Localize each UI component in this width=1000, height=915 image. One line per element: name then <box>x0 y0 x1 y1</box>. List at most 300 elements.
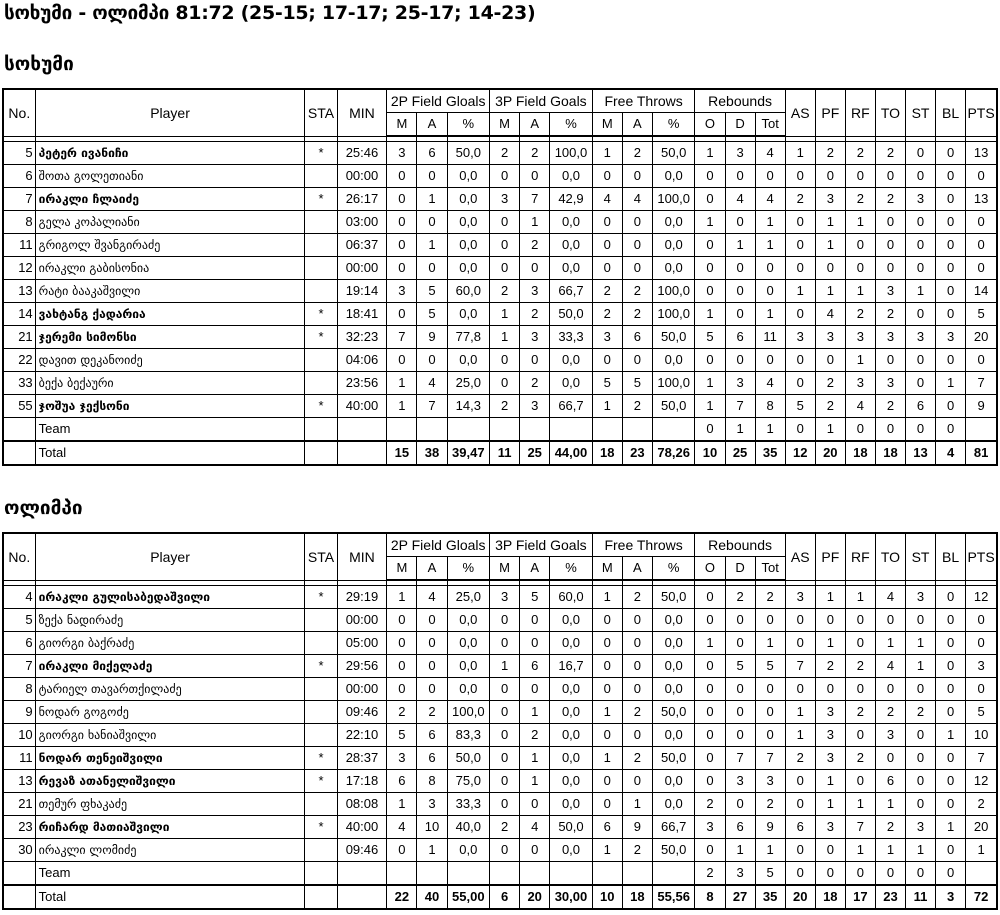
cell-assists: 2 <box>785 188 815 211</box>
cell-fouls: 4 <box>815 303 845 326</box>
cell-fouls-received: 1 <box>845 349 875 372</box>
cell-p2-att: 1 <box>417 234 447 257</box>
cell-reb-def: 27 <box>725 885 755 909</box>
cell-fouls-received: 3 <box>845 372 875 395</box>
cell-sta <box>305 257 337 280</box>
cell-p2-att: 6 <box>417 724 447 747</box>
cell-min: 00:00 <box>337 609 387 632</box>
cell-points: 1 <box>966 839 997 862</box>
cell-steals: 1 <box>906 632 936 655</box>
cell-points: 14 <box>966 280 997 303</box>
cell-p2-att: 5 <box>417 280 447 303</box>
cell-p3-pct: 50,0 <box>550 816 593 839</box>
cell-ft-att: 2 <box>622 395 652 418</box>
cell-reb-off: 1 <box>695 211 725 234</box>
cell-p3-pct: 100,0 <box>550 142 593 165</box>
cell-reb-tot: 3 <box>755 770 785 793</box>
total-row <box>3 441 997 465</box>
cell-p2-pct: 40,0 <box>447 816 490 839</box>
cell-p3-pct: 42,9 <box>550 188 593 211</box>
cell-ft-made: 1 <box>592 701 622 724</box>
cell-points: 5 <box>966 303 997 326</box>
cell-turnovers: 0 <box>875 234 905 257</box>
cell-reb-def: 2 <box>725 586 755 609</box>
cell-p3-att: 7 <box>520 188 550 211</box>
cell-points: 13 <box>966 142 997 165</box>
cell-reb-tot: 0 <box>755 609 785 632</box>
player-row <box>3 609 997 632</box>
cell-p3-att: 3 <box>520 395 550 418</box>
cell-turnovers: 0 <box>875 609 905 632</box>
cell-no: 21 <box>3 793 35 816</box>
player-row <box>3 326 997 349</box>
cell-fouls: 2 <box>815 395 845 418</box>
cell-steals: 0 <box>906 349 936 372</box>
cell-p3-made: 0 <box>490 701 520 724</box>
cell-ft-att: 23 <box>622 441 652 465</box>
cell-ft-att: 0 <box>622 632 652 655</box>
cell-min: 08:08 <box>337 793 387 816</box>
cell-p3-made: 0 <box>490 257 520 280</box>
cell-reb-off: 2 <box>695 862 725 886</box>
cell-player: რიჩარდ მათიაშვილი <box>35 816 305 839</box>
cell-min: 00:00 <box>337 257 387 280</box>
cell-p3-pct: 33,3 <box>550 326 593 349</box>
cell-min: 04:06 <box>337 349 387 372</box>
cell-steals: 0 <box>906 678 936 701</box>
cell-assists: 0 <box>785 349 815 372</box>
cell-no <box>3 418 35 442</box>
cell-points: 7 <box>966 747 997 770</box>
cell-turnovers: 3 <box>875 326 905 349</box>
player-row <box>3 372 997 395</box>
cell-p3-pct: 0,0 <box>550 609 593 632</box>
cell-ft-made: 1 <box>592 395 622 418</box>
team-row <box>3 862 997 886</box>
cell-fouls-received: 0 <box>845 724 875 747</box>
cell-fouls: 0 <box>815 839 845 862</box>
header-no: No. <box>3 533 35 580</box>
cell-fouls-received: 2 <box>845 701 875 724</box>
cell-ft-made: 2 <box>592 303 622 326</box>
cell-min: 32:23 <box>337 326 387 349</box>
cell-p3-made <box>490 418 520 442</box>
cell-assists: 0 <box>785 165 815 188</box>
cell-p3-att: 1 <box>520 747 550 770</box>
cell-reb-def: 0 <box>725 303 755 326</box>
cell-player: ჯოშუა ჯექსონი <box>35 395 305 418</box>
subheader-a: A <box>622 113 652 137</box>
cell-fouls: 2 <box>815 655 845 678</box>
cell-p2-att: 4 <box>417 586 447 609</box>
header-ft: Free Throws <box>592 89 695 113</box>
cell-p2-made: 0 <box>387 211 417 234</box>
cell-reb-def: 3 <box>725 372 755 395</box>
cell-min <box>337 862 387 886</box>
cell-no: 23 <box>3 816 35 839</box>
subheader-m: M <box>387 113 417 137</box>
cell-p3-pct <box>550 862 593 886</box>
cell-sta: * <box>305 395 337 418</box>
cell-ft-made: 4 <box>592 188 622 211</box>
header-as: AS <box>785 533 815 580</box>
cell-points <box>966 862 997 886</box>
cell-turnovers: 2 <box>875 816 905 839</box>
cell-sta <box>305 418 337 442</box>
subheader-a: A <box>417 113 447 137</box>
cell-p2-pct: 0,0 <box>447 165 490 188</box>
cell-turnovers: 0 <box>875 211 905 234</box>
cell-fouls: 1 <box>815 793 845 816</box>
cell-steals: 6 <box>906 395 936 418</box>
cell-no: 55 <box>3 395 35 418</box>
cell-player: ირაკლი მიქელაძე <box>35 655 305 678</box>
cell-reb-off: 1 <box>695 303 725 326</box>
cell-ft-att: 0 <box>622 724 652 747</box>
cell-p3-att <box>520 418 550 442</box>
cell-steals: 11 <box>906 885 936 909</box>
cell-reb-tot: 35 <box>755 885 785 909</box>
cell-fouls: 1 <box>815 632 845 655</box>
cell-sta <box>305 793 337 816</box>
cell-ft-att: 0 <box>622 165 652 188</box>
cell-fouls: 0 <box>815 862 845 886</box>
cell-blocks: 0 <box>936 655 966 678</box>
cell-p2-pct: 50,0 <box>447 747 490 770</box>
cell-fouls: 0 <box>815 609 845 632</box>
cell-sta: * <box>305 655 337 678</box>
cell-blocks: 3 <box>936 885 966 909</box>
cell-assists: 1 <box>785 280 815 303</box>
cell-no: 12 <box>3 257 35 280</box>
cell-reb-tot: 0 <box>755 349 785 372</box>
cell-sta <box>305 632 337 655</box>
cell-p2-pct: 0,0 <box>447 678 490 701</box>
subheader-pct: % <box>652 557 695 581</box>
cell-blocks: 0 <box>936 211 966 234</box>
cell-points: 20 <box>966 816 997 839</box>
cell-p3-made: 0 <box>490 165 520 188</box>
subheader-d: D <box>725 113 755 137</box>
cell-ft-att: 0 <box>622 257 652 280</box>
cell-no <box>3 862 35 886</box>
cell-steals: 0 <box>906 418 936 442</box>
cell-p3-pct <box>550 418 593 442</box>
cell-reb-def: 1 <box>725 839 755 862</box>
cell-p2-pct: 0,0 <box>447 211 490 234</box>
cell-p2-att: 1 <box>417 188 447 211</box>
cell-player: ზექა ნადირაძე <box>35 609 305 632</box>
cell-points: 7 <box>966 372 997 395</box>
cell-reb-off: 0 <box>695 257 725 280</box>
cell-assists: 7 <box>785 655 815 678</box>
cell-points: 12 <box>966 586 997 609</box>
cell-p2-att: 4 <box>417 372 447 395</box>
cell-fouls-received: 0 <box>845 632 875 655</box>
cell-sta <box>305 885 337 909</box>
cell-steals: 0 <box>906 211 936 234</box>
cell-sta <box>305 678 337 701</box>
cell-p2-att: 3 <box>417 793 447 816</box>
cell-p2-att: 38 <box>417 441 447 465</box>
cell-p3-att: 0 <box>520 632 550 655</box>
cell-p3-pct: 16,7 <box>550 655 593 678</box>
cell-steals: 0 <box>906 165 936 188</box>
cell-reb-tot: 0 <box>755 678 785 701</box>
cell-player: ირაკლი ჩლაიძე <box>35 188 305 211</box>
cell-no: 8 <box>3 211 35 234</box>
cell-sta: * <box>305 326 337 349</box>
cell-assists: 0 <box>785 234 815 257</box>
cell-p3-made <box>490 862 520 886</box>
cell-steals: 0 <box>906 747 936 770</box>
cell-p2-made: 1 <box>387 586 417 609</box>
cell-assists: 1 <box>785 701 815 724</box>
cell-reb-def: 0 <box>725 632 755 655</box>
cell-reb-def: 3 <box>725 142 755 165</box>
cell-blocks: 0 <box>936 747 966 770</box>
cell-ft-made: 2 <box>592 280 622 303</box>
cell-p3-made: 0 <box>490 234 520 257</box>
cell-ft-att <box>622 418 652 442</box>
cell-p2-made <box>387 418 417 442</box>
cell-p3-att: 1 <box>520 701 550 724</box>
cell-ft-att: 2 <box>622 280 652 303</box>
cell-p2-made: 0 <box>387 839 417 862</box>
cell-min: 40:00 <box>337 395 387 418</box>
cell-reb-def: 0 <box>725 257 755 280</box>
cell-reb-def: 0 <box>725 349 755 372</box>
subheader-pct: % <box>550 113 593 137</box>
cell-ft-pct: 100,0 <box>652 280 695 303</box>
cell-p2-pct: 0,0 <box>447 632 490 655</box>
cell-reb-tot: 5 <box>755 862 785 886</box>
cell-p3-made: 0 <box>490 609 520 632</box>
cell-fouls: 1 <box>815 586 845 609</box>
player-row <box>3 839 997 862</box>
cell-p3-pct: 0,0 <box>550 839 593 862</box>
cell-player: პეტერ ივანიჩი <box>35 142 305 165</box>
cell-p2-att: 6 <box>417 142 447 165</box>
cell-ft-pct: 66,7 <box>652 816 695 839</box>
cell-assists: 3 <box>785 326 815 349</box>
cell-ft-made: 6 <box>592 816 622 839</box>
cell-reb-off: 0 <box>695 747 725 770</box>
cell-blocks: 0 <box>936 280 966 303</box>
subheader-m: M <box>490 113 520 137</box>
cell-points: 2 <box>966 793 997 816</box>
player-row <box>3 165 997 188</box>
cell-p2-att <box>417 418 447 442</box>
cell-blocks: 1 <box>936 372 966 395</box>
cell-no: 11 <box>3 234 35 257</box>
player-row <box>3 349 997 372</box>
cell-assists: 0 <box>785 678 815 701</box>
cell-reb-def: 0 <box>725 280 755 303</box>
cell-p2-pct: 39,47 <box>447 441 490 465</box>
cell-reb-def: 0 <box>725 609 755 632</box>
cell-p2-made: 0 <box>387 632 417 655</box>
cell-ft-made: 0 <box>592 257 622 280</box>
cell-p2-att: 0 <box>417 632 447 655</box>
cell-p3-pct: 0,0 <box>550 257 593 280</box>
cell-fouls: 1 <box>815 280 845 303</box>
header-ft: Free Throws <box>592 533 695 557</box>
cell-blocks: 0 <box>936 793 966 816</box>
cell-reb-tot: 1 <box>755 303 785 326</box>
cell-p2-made: 0 <box>387 257 417 280</box>
cell-steals: 0 <box>906 609 936 632</box>
cell-p2-att: 0 <box>417 257 447 280</box>
header-pts: PTS <box>966 89 997 136</box>
cell-p2-att: 1 <box>417 839 447 862</box>
cell-sta <box>305 349 337 372</box>
cell-p2-att: 0 <box>417 211 447 234</box>
cell-reb-def: 0 <box>725 793 755 816</box>
subheader-o: O <box>695 557 725 581</box>
cell-reb-tot: 2 <box>755 586 785 609</box>
cell-p3-pct: 60,0 <box>550 586 593 609</box>
cell-turnovers: 4 <box>875 586 905 609</box>
cell-ft-att: 2 <box>622 701 652 724</box>
cell-p2-made: 1 <box>387 372 417 395</box>
cell-reb-off: 0 <box>695 349 725 372</box>
player-row <box>3 724 997 747</box>
header-bl: BL <box>936 533 966 580</box>
cell-fouls-received: 0 <box>845 678 875 701</box>
player-row <box>3 747 997 770</box>
cell-p2-att: 40 <box>417 885 447 909</box>
cell-p3-made: 0 <box>490 372 520 395</box>
cell-fouls: 3 <box>815 816 845 839</box>
cell-reb-off: 1 <box>695 395 725 418</box>
cell-p3-pct: 0,0 <box>550 349 593 372</box>
cell-blocks: 0 <box>936 142 966 165</box>
header-to: TO <box>875 89 905 136</box>
cell-p2-att: 7 <box>417 395 447 418</box>
header-pts: PTS <box>966 533 997 580</box>
cell-p3-pct: 0,0 <box>550 211 593 234</box>
cell-ft-pct: 50,0 <box>652 326 695 349</box>
cell-fouls-received: 3 <box>845 326 875 349</box>
cell-p2-att: 0 <box>417 349 447 372</box>
cell-p2-made: 7 <box>387 326 417 349</box>
cell-turnovers: 3 <box>875 280 905 303</box>
cell-player: ბექა ბექაური <box>35 372 305 395</box>
cell-player: ვახტანგ ქადარია <box>35 303 305 326</box>
cell-reb-tot: 11 <box>755 326 785 349</box>
cell-assists: 0 <box>785 839 815 862</box>
cell-points: 12 <box>966 770 997 793</box>
cell-ft-pct: 0,0 <box>652 349 695 372</box>
cell-steals: 3 <box>906 188 936 211</box>
cell-ft-pct: 0,0 <box>652 165 695 188</box>
cell-turnovers: 0 <box>875 349 905 372</box>
cell-p3-att: 0 <box>520 257 550 280</box>
player-row <box>3 816 997 839</box>
cell-no: 13 <box>3 280 35 303</box>
cell-reb-def: 5 <box>725 655 755 678</box>
cell-blocks: 0 <box>936 165 966 188</box>
cell-assists: 0 <box>785 862 815 886</box>
player-row <box>3 632 997 655</box>
cell-p3-pct: 0,0 <box>550 165 593 188</box>
cell-reb-tot: 4 <box>755 142 785 165</box>
cell-fouls: 1 <box>815 211 845 234</box>
cell-steals: 0 <box>906 303 936 326</box>
cell-no <box>3 441 35 465</box>
cell-no: 22 <box>3 349 35 372</box>
cell-min <box>337 885 387 909</box>
header-p3: 3P Field Goals <box>490 533 593 557</box>
cell-blocks: 0 <box>936 609 966 632</box>
subheader-pct: % <box>447 113 490 137</box>
cell-ft-att: 0 <box>622 655 652 678</box>
cell-p3-made: 1 <box>490 303 520 326</box>
cell-min: 25:46 <box>337 142 387 165</box>
cell-player: გიორგი ხანიაშვილი <box>35 724 305 747</box>
cell-p2-made: 3 <box>387 280 417 303</box>
cell-p2-att: 0 <box>417 655 447 678</box>
subheader-tot: Tot <box>755 113 785 137</box>
cell-turnovers: 0 <box>875 257 905 280</box>
cell-turnovers: 4 <box>875 655 905 678</box>
cell-p2-pct: 0,0 <box>447 655 490 678</box>
cell-player: ირაკლი გულისაბედაშვილი <box>35 586 305 609</box>
cell-ft-made: 0 <box>592 349 622 372</box>
cell-p3-att: 2 <box>520 142 550 165</box>
cell-player: დავით დეკანოიძე <box>35 349 305 372</box>
cell-steals: 0 <box>906 372 936 395</box>
cell-assists: 0 <box>785 632 815 655</box>
cell-assists: 12 <box>785 441 815 465</box>
cell-ft-att: 0 <box>622 234 652 257</box>
cell-p2-att: 5 <box>417 303 447 326</box>
cell-p3-made: 0 <box>490 632 520 655</box>
cell-reb-tot: 7 <box>755 747 785 770</box>
cell-ft-att: 2 <box>622 303 652 326</box>
cell-points: 0 <box>966 609 997 632</box>
cell-blocks: 0 <box>936 632 966 655</box>
cell-assists: 5 <box>785 395 815 418</box>
cell-ft-pct: 100,0 <box>652 372 695 395</box>
cell-min: 28:37 <box>337 747 387 770</box>
cell-p2-made: 0 <box>387 349 417 372</box>
cell-sta <box>305 609 337 632</box>
header-pf: PF <box>815 89 845 136</box>
cell-fouls: 3 <box>815 724 845 747</box>
cell-p3-att: 20 <box>520 885 550 909</box>
cell-p3-att: 6 <box>520 655 550 678</box>
cell-reb-off: 1 <box>695 142 725 165</box>
cell-points: 0 <box>966 678 997 701</box>
cell-steals: 0 <box>906 862 936 886</box>
cell-turnovers: 18 <box>875 441 905 465</box>
cell-turnovers: 0 <box>875 678 905 701</box>
cell-blocks: 0 <box>936 701 966 724</box>
cell-fouls: 3 <box>815 701 845 724</box>
cell-reb-tot: 1 <box>755 418 785 442</box>
cell-reb-def: 1 <box>725 418 755 442</box>
cell-p2-att: 6 <box>417 747 447 770</box>
cell-ft-made: 18 <box>592 441 622 465</box>
cell-ft-pct: 0,0 <box>652 632 695 655</box>
header-st: ST <box>906 533 936 580</box>
cell-p2-pct: 0,0 <box>447 349 490 372</box>
cell-blocks: 0 <box>936 234 966 257</box>
cell-steals: 13 <box>906 441 936 465</box>
cell-player: ირაკლი ლომიძე <box>35 839 305 862</box>
